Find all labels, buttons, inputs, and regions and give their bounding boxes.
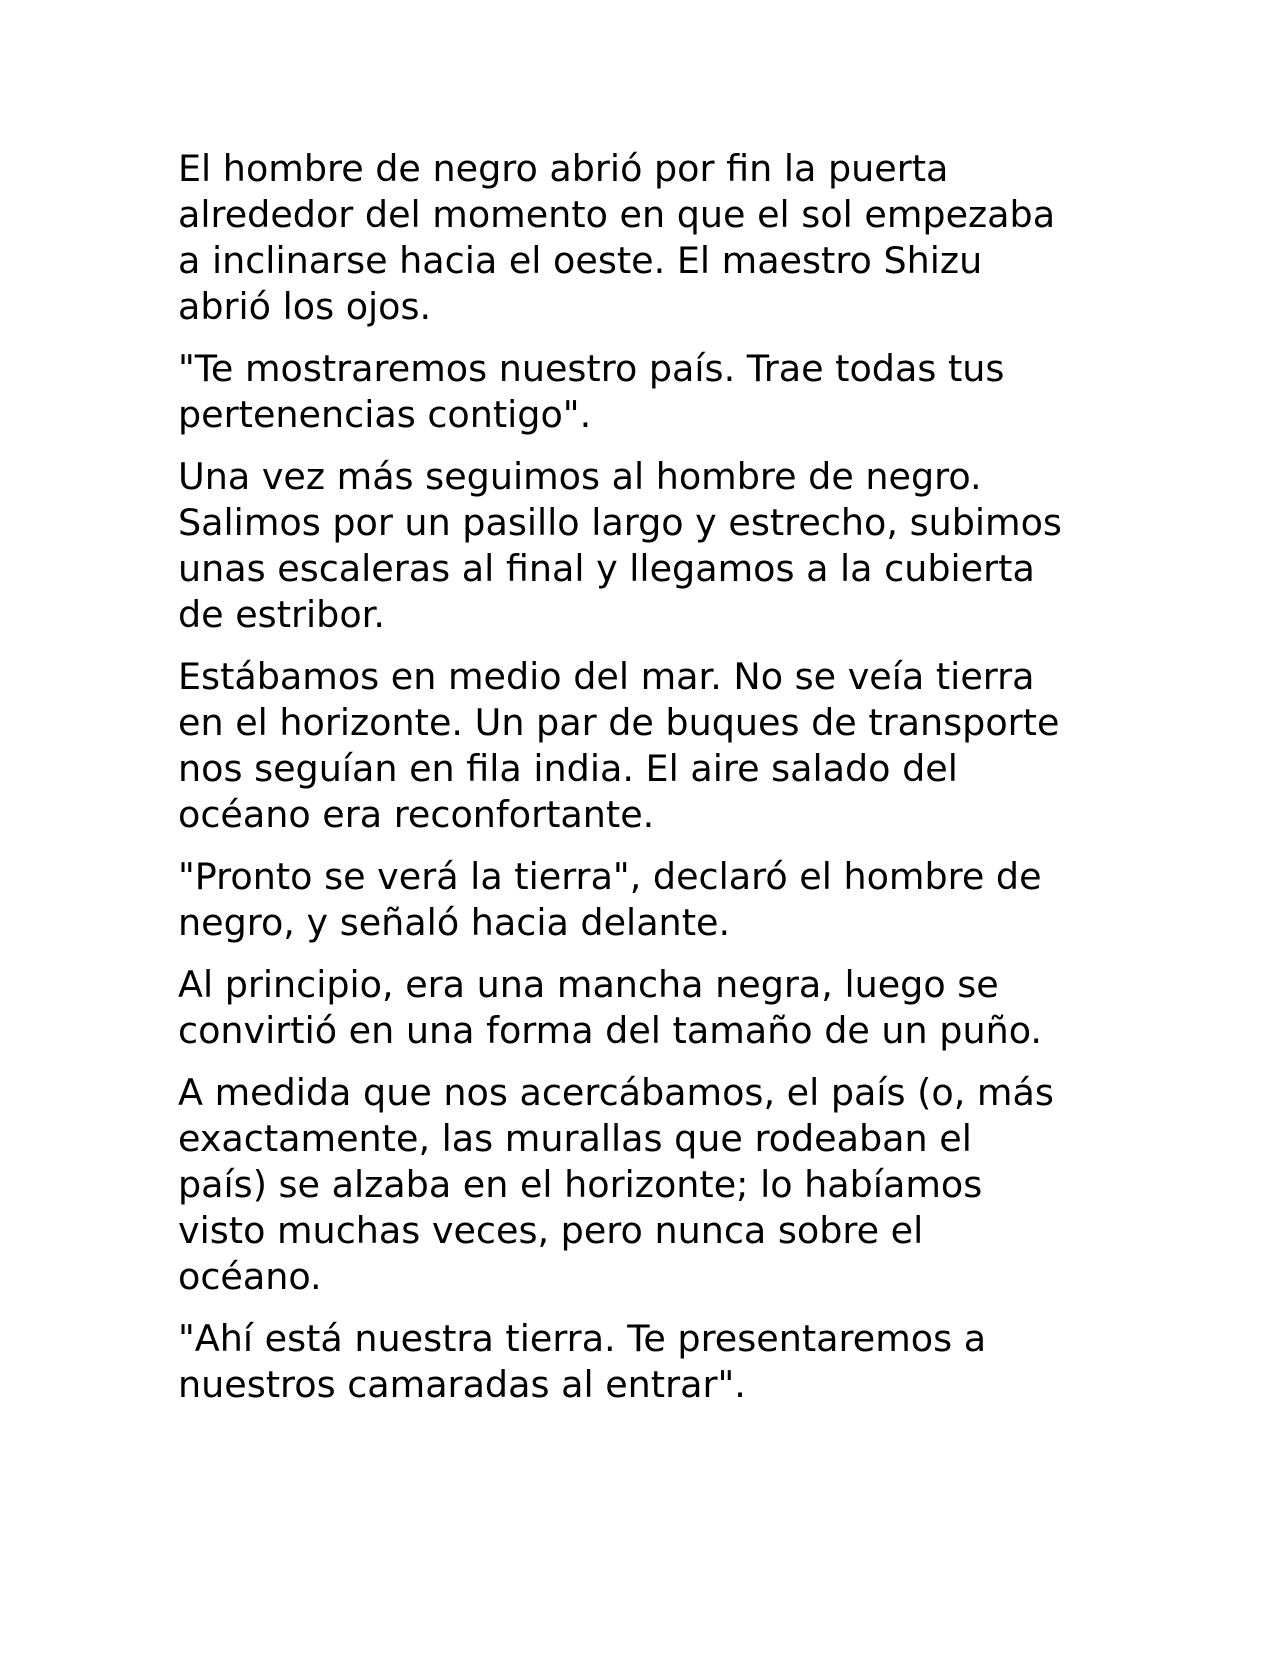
paragraph-6: Al principio, era una mancha negra, luego se convirtió en una forma del tamaño de un puño. xyxy=(178,963,1043,1052)
paragraph-4: Estábamos en medio del mar. No se veía tierra en el horizonte. Un par de buques de transporte nos seguían en fila india. El aire salado del océano era reconfortante. xyxy=(178,655,1060,836)
paragraph-8: "Ahí está nuestra tierra. Te presentaremos a nuestros camaradas al entrar". xyxy=(178,1317,987,1406)
paragraph-7: A medida que nos acercábamos, el país (o, más exactamente, las murallas que rodeaban el país) se alzaba en el horizonte; lo habíamos visto muchas veces, pero nunca sobre el océano. xyxy=(178,1071,1054,1298)
paragraph-2: "Te mostraremos nuestro país. Trae todas tus pertenencias contigo". xyxy=(178,347,1005,436)
document-page xyxy=(178,146,1108,1424)
paragraph-5: "Pronto se verá la tierra", declaró el hombre de negro, y señaló hacia delante. xyxy=(178,855,1042,944)
paragraph-1: El hombre de negro abrió por fin la puerta alrededor del momento en que el sol empezaba a inclinarse hacia el oeste. El maestro Shizu abrió los ojos. xyxy=(178,147,1056,328)
paragraph-3: Una vez más seguimos al hombre de negro. Salimos por un pasillo largo y estrecho, subimos unas escaleras al final y llegamos a la cubierta de estribor. xyxy=(178,455,1062,636)
